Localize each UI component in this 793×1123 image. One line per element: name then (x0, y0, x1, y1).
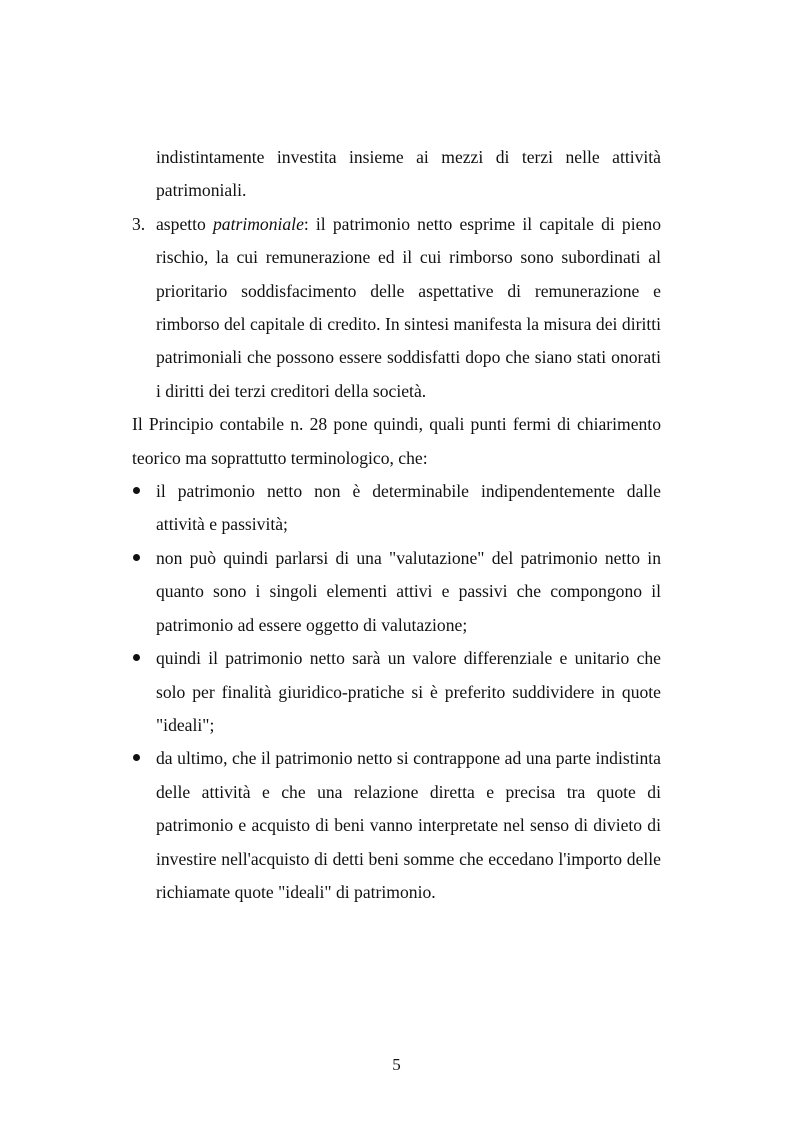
bullet-text: da ultimo, che il patrimonio netto si contrappone ad una parte indistinta delle attività e che una relazione diretta e precisa tra quote di patrimonio e acquisto di beni vanno interpretate nel senso di divieto di investire nell'acquisto di detti beni somme che eccedano l'importo delle richiamate quote "ideali" di patrimonio. (156, 748, 661, 902)
bullet-item (132, 742, 661, 909)
item-body-text: : il patrimonio netto esprime il capitale di pieno rischio, la cui remunerazione ed il cui rimborso sono subordinati al prioritario soddisfacimento delle aspettative di remunerazione e rimborso del capitale di credito. In sintesi manifesta la misura dei diritti patrimoniali che possono essere soddisfatti dopo che siano stati onorati i diritti dei terzi creditori della società. (156, 213, 661, 401)
numbered-item-3 (132, 208, 661, 408)
bullet-text: non può quindi parlarsi di una "valutazione" del patrimonio netto in quanto sono i singoli elementi attivi e passivi che compongono il patrimonio ad essere oggetto di valutazione; (156, 547, 661, 635)
item-lead-text: aspetto (156, 213, 213, 234)
continuation-paragraph: indistintamente investita insieme ai mezzi di terzi nelle attività patrimoniali. (156, 147, 661, 201)
bullet-list (132, 475, 661, 909)
bullet-item (132, 642, 661, 742)
item-number: 3. (132, 213, 146, 234)
bullet-item (132, 475, 661, 542)
page-number: 5 (392, 1055, 401, 1074)
bullet-text: quindi il patrimonio netto sarà un valore differenziale e unitario che solo per finalità giuridico-pratiche si è preferito suddividere in quote "ideali"; (156, 648, 661, 735)
item-emphasis-text: patrimoniale (212, 213, 304, 234)
bullet-icon (133, 554, 140, 561)
intro-paragraph: Il Principio contabile n. 28 pone quindi, quali punti fermi di chiarimento teorico ma soprattutto terminologico, che: (132, 414, 661, 468)
bullet-icon (133, 654, 140, 661)
bullet-icon (133, 487, 140, 494)
bullet-item (132, 542, 661, 642)
bullet-icon (133, 754, 140, 761)
body-text (132, 141, 661, 909)
bullet-text: il patrimonio netto non è determinabile indipendentemente dalle attività e passività; (156, 481, 661, 535)
